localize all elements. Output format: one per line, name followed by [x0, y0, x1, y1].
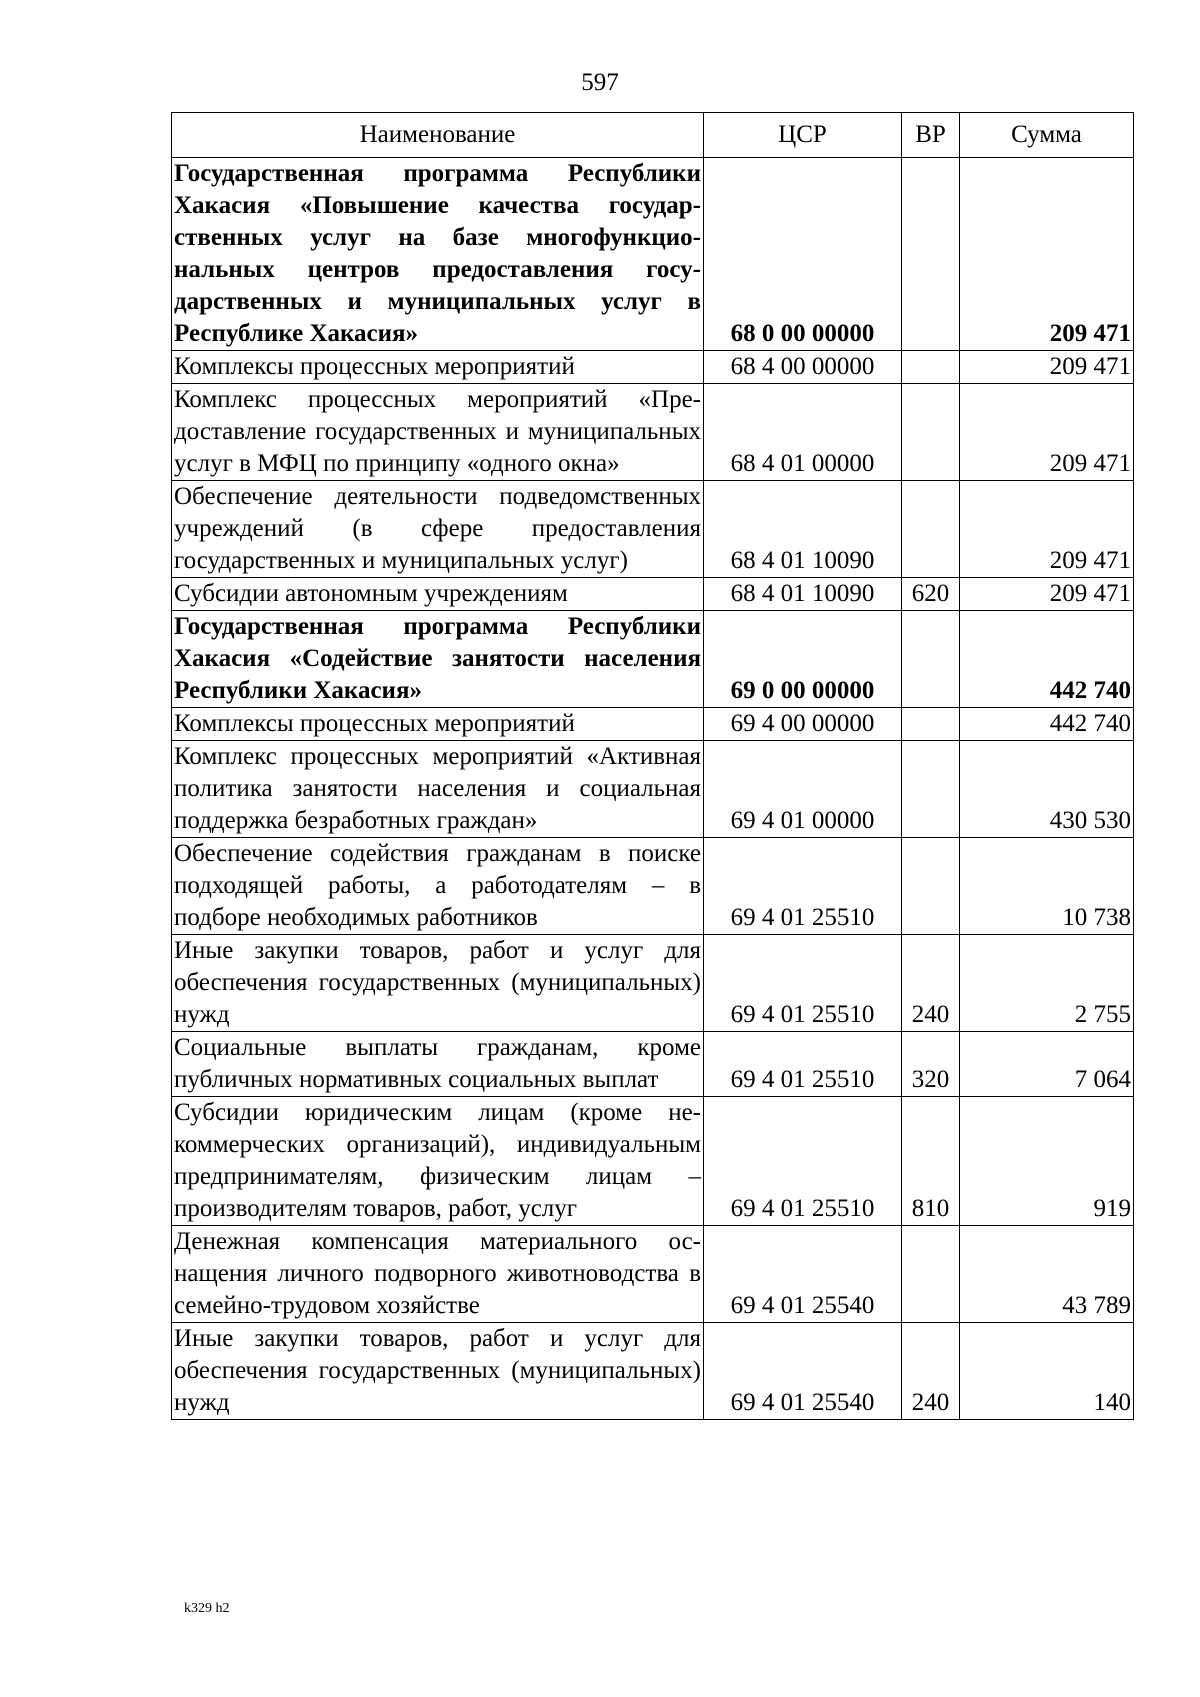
row-vr-cell	[902, 741, 960, 838]
row-vr-cell	[902, 611, 960, 708]
row-vr-cell	[902, 708, 960, 741]
row-sum-cell: 2 755	[960, 935, 1134, 1032]
row-csr-cell: 68 4 01 10090	[704, 481, 902, 578]
table-row	[172, 1097, 1134, 1226]
row-sum-cell: 442 740	[960, 611, 1134, 708]
row-csr-cell: 69 4 01 25540	[704, 1323, 902, 1420]
row-sum-cell: 43 789	[960, 1226, 1134, 1323]
row-name-cell: Комплексы процессных мероприятий	[172, 351, 704, 384]
row-sum-cell: 209 471	[960, 351, 1134, 384]
table-row	[172, 1226, 1134, 1323]
header-sum: Сумма	[960, 113, 1134, 158]
row-name-cell: Обеспечение деятельности подведомственных учреждений (в сфере предоставления государственных и муниципальных услуг)	[172, 481, 704, 578]
table-row	[172, 481, 1134, 578]
row-vr-cell	[902, 351, 960, 384]
row-name-cell: Денежная компенсация материального оснащения личного подворного животноводства в семейно-трудовом хозяйстве	[172, 1226, 704, 1323]
budget-table	[171, 112, 1134, 1420]
row-csr-cell: 69 4 01 25510	[704, 935, 902, 1032]
row-csr-cell: 68 4 00 00000	[704, 351, 902, 384]
row-name-cell: Субсидии автономным учреждениям	[172, 578, 704, 611]
table-row	[172, 935, 1134, 1032]
row-vr-cell: 320	[902, 1032, 960, 1097]
row-csr-cell: 68 4 01 00000	[704, 384, 902, 481]
row-name-cell: Государственная программа Республики Хакасия «Содействие занятости населения Республики Хакасия»	[172, 611, 704, 708]
row-sum-cell: 10 738	[960, 838, 1134, 935]
row-name-cell: Иные закупки товаров, работ и услуг для обеспечения государственных (муниципальных) нужд	[172, 935, 704, 1032]
row-vr-cell	[902, 481, 960, 578]
header-vr: ВР	[902, 113, 960, 158]
row-sum-cell: 209 471	[960, 158, 1134, 351]
table-header-row	[172, 113, 1134, 158]
row-name-cell: Иные закупки товаров, работ и услуг для обеспечения государственных (муниципальных) нужд	[172, 1323, 704, 1420]
table-row	[172, 741, 1134, 838]
row-name-cell: Социальные выплаты гражданам, кроме публичных нормативных социальных выплат	[172, 1032, 704, 1097]
footer-code: k329 h2	[184, 1601, 230, 1616]
header-csr: ЦСР	[704, 113, 902, 158]
table-row	[172, 708, 1134, 741]
row-vr-cell: 240	[902, 935, 960, 1032]
row-csr-cell: 69 4 01 00000	[704, 741, 902, 838]
page-number: 597	[581, 69, 619, 96]
row-name-cell: Обеспечение содействия гражданам в поиске подходящей работы, а работодателям – в подборе необходимых работников	[172, 838, 704, 935]
row-vr-cell	[902, 838, 960, 935]
table-row	[172, 384, 1134, 481]
row-sum-cell: 209 471	[960, 578, 1134, 611]
row-csr-cell: 69 4 01 25510	[704, 1032, 902, 1097]
row-csr-cell: 69 4 01 25510	[704, 838, 902, 935]
table-body	[172, 158, 1134, 1420]
row-vr-cell: 240	[902, 1323, 960, 1420]
table-row	[172, 838, 1134, 935]
table-row	[172, 158, 1134, 351]
row-sum-cell: 209 471	[960, 481, 1134, 578]
row-sum-cell: 430 530	[960, 741, 1134, 838]
row-sum-cell: 209 471	[960, 384, 1134, 481]
row-vr-cell	[902, 384, 960, 481]
row-sum-cell: 919	[960, 1097, 1134, 1226]
row-csr-cell: 69 4 01 25510	[704, 1097, 902, 1226]
row-sum-cell: 7 064	[960, 1032, 1134, 1097]
row-vr-cell	[902, 158, 960, 351]
row-vr-cell	[902, 1226, 960, 1323]
row-csr-cell: 68 0 00 00000	[704, 158, 902, 351]
row-name-cell: Государственная программа Республики Хакасия «Повышение качества государственных услуг на базе многофункциональных центров предоставления государственных и муниципальных услуг в Республике Хакасия»	[172, 158, 704, 351]
row-vr-cell: 620	[902, 578, 960, 611]
row-name-cell: Субсидии юридическим лицам (кроме некоммерческих организаций), индивидуальным предпринимателям, физическим лицам – производителям товаров, работ, услуг	[172, 1097, 704, 1226]
table-row	[172, 1032, 1134, 1097]
row-name-cell: Комплекс процессных мероприятий «Предоставление государственных и муниципальных услуг в МФЦ по принципу «одного окна»	[172, 384, 704, 481]
table-row	[172, 578, 1134, 611]
row-csr-cell: 69 0 00 00000	[704, 611, 902, 708]
header-name: Наименование	[172, 113, 704, 158]
row-csr-cell: 68 4 01 10090	[704, 578, 902, 611]
row-sum-cell: 442 740	[960, 708, 1134, 741]
row-vr-cell: 810	[902, 1097, 960, 1226]
row-sum-cell: 140	[960, 1323, 1134, 1420]
row-csr-cell: 69 4 00 00000	[704, 708, 902, 741]
row-name-cell: Комплекс процессных мероприятий «Активная политика занятости населения и социальная поддержка безработных граждан»	[172, 741, 704, 838]
row-csr-cell: 69 4 01 25540	[704, 1226, 902, 1323]
table-row	[172, 611, 1134, 708]
table-row	[172, 1323, 1134, 1420]
table-row	[172, 351, 1134, 384]
row-name-cell: Комплексы процессных мероприятий	[172, 708, 704, 741]
